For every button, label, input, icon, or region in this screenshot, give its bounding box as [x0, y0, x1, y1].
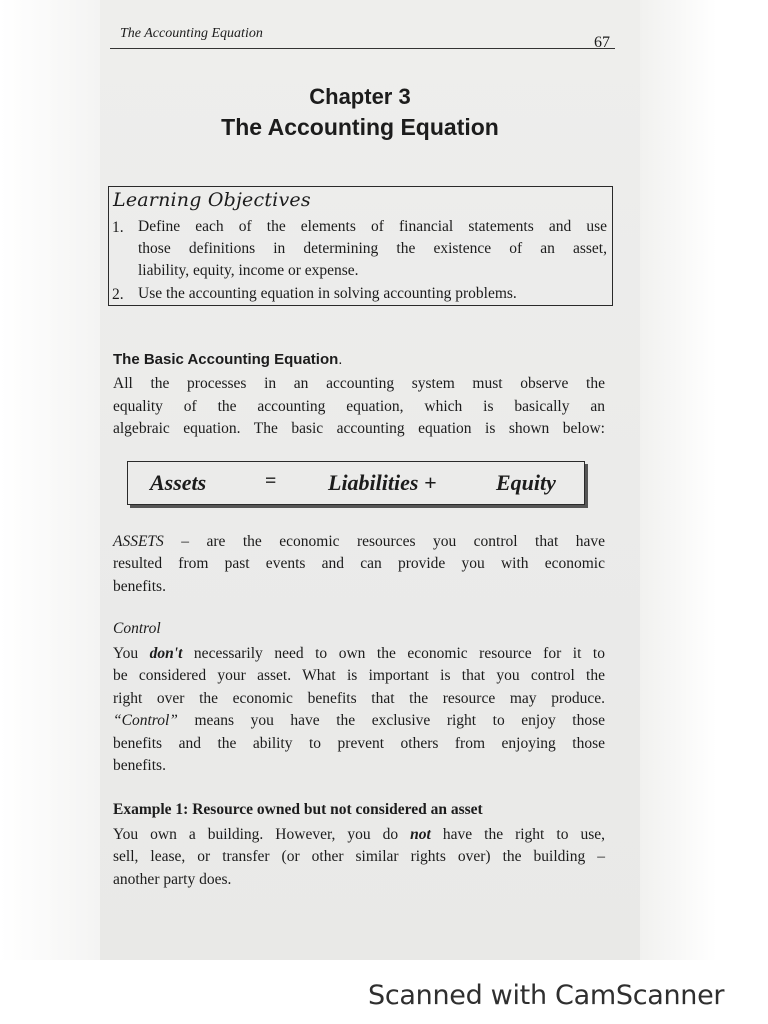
running-header-title: The Accounting Equation: [120, 26, 263, 41]
assets-definition-line: benefits.: [113, 578, 166, 595]
equation-equals-sign: =: [265, 470, 277, 492]
header-rule: [110, 48, 615, 49]
assets-definition-text: – are the economic resources you control that have: [163, 533, 605, 550]
learning-objectives-title: Learning Objectives: [113, 189, 311, 211]
paragraph-line: equality of the accounting equation, which is basically an: [113, 398, 605, 415]
control-subheading: Control: [113, 620, 161, 637]
paragraph-line: All the processes in an accounting system must observe the: [113, 375, 605, 392]
objective-number: 2.: [112, 286, 124, 303]
control-text: You: [113, 645, 150, 662]
example-emphasis: not: [410, 826, 431, 843]
section-heading-mark: .: [338, 351, 343, 368]
example-line: sell, lease, or transfer (or other similar rights over) the building –: [113, 848, 605, 865]
control-line: benefits.: [113, 757, 166, 774]
example-text: You own a building. However, you do: [113, 826, 411, 843]
control-emphasis: “Control”: [113, 712, 178, 729]
control-line: [113, 643, 605, 666]
equation-equity: Equity: [496, 470, 556, 495]
scan-background-left: [0, 0, 100, 960]
camscanner-watermark: Scanned with CamScanner: [368, 980, 725, 1011]
objective-line: liability, equity, income or expense.: [138, 262, 359, 279]
control-line: be considered your asset. What is important is that you control the: [113, 667, 605, 684]
assets-definition-line: [113, 531, 605, 554]
control-emphasis: don't: [149, 645, 183, 662]
assets-definition-line: resulted from past events and can provide you with economic: [113, 555, 605, 572]
control-line: [113, 710, 605, 733]
scan-background-right: [640, 0, 768, 960]
assets-term: ASSETS: [113, 533, 164, 550]
example-heading: Example 1: Resource owned but not considered an asset: [113, 801, 483, 818]
control-line: right over the economic benefits that the resource may produce.: [113, 690, 605, 707]
objective-number: 1.: [112, 219, 124, 236]
section-heading-basic-equation: [113, 351, 342, 368]
paragraph-line: algebraic equation. The basic accounting equation is shown below:: [113, 420, 605, 437]
example-line: another party does.: [113, 871, 232, 888]
objective-line: Use the accounting equation in solving accounting problems.: [138, 285, 517, 302]
control-line: benefits and the ability to prevent others from enjoying those: [113, 735, 605, 752]
control-text: means you have the exclusive right to enjoy those: [177, 712, 605, 729]
equation-liabilities: Liabilities +: [328, 470, 437, 495]
example-text: have the right to use,: [430, 826, 605, 843]
example-line: [113, 824, 605, 847]
equation-assets: Assets: [150, 470, 207, 495]
chapter-number: Chapter 3: [309, 84, 411, 109]
objective-line: those definitions in determining the existence of an asset,: [138, 240, 607, 257]
page-number: 67: [594, 34, 610, 51]
objective-line: Define each of the elements of financial statements and use: [138, 218, 607, 235]
section-heading-text: The Basic Accounting Equation: [113, 351, 339, 368]
control-text: necessarily need to own the economic resource for it to: [182, 645, 605, 662]
chapter-title: The Accounting Equation: [221, 114, 499, 140]
